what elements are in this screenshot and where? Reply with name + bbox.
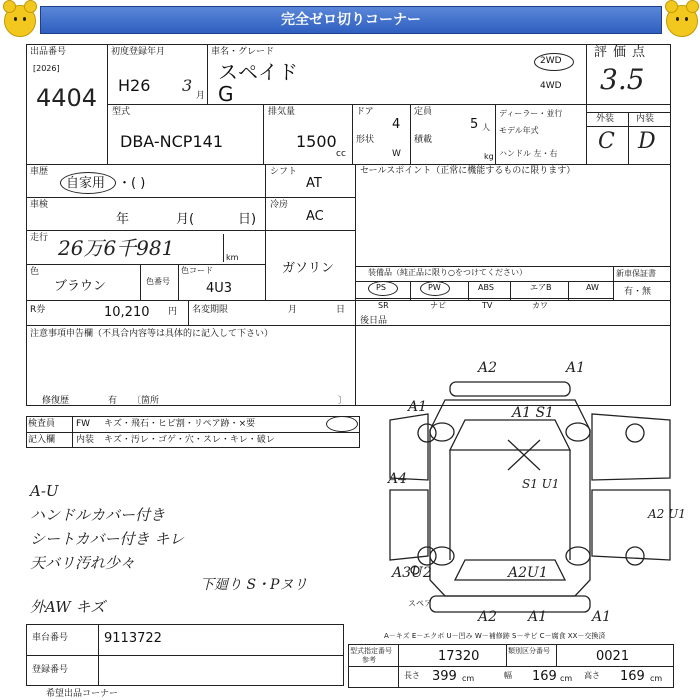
model-label: 型式 (112, 107, 131, 117)
inspector-label-1: 検査員 (28, 419, 56, 429)
width-label: 幅 (504, 671, 512, 680)
diag-caption-spare: スペア (408, 599, 432, 608)
registration-label: 初度登録年月 (111, 47, 166, 57)
inspector-fw-items: キズ・飛石・ヒビ割・リペア跡・×要 (104, 419, 256, 429)
engine-value: 1500 (296, 132, 337, 151)
price-label: R券 (30, 305, 46, 315)
registration-month-unit: 月 (196, 91, 206, 101)
hand-note-4: 天バリ汚れ少々 (30, 554, 136, 572)
diag-note-a2u1-right: A2 U1 (648, 507, 686, 521)
hand-note-5: 外AW キズ (30, 598, 106, 616)
history-rest: ・( ) (118, 176, 146, 191)
grade-ext: C (598, 129, 615, 154)
inspector-int: 内装 (76, 435, 95, 445)
price-unit: 円 (168, 307, 178, 317)
designation-value: 17320 (438, 649, 480, 664)
diag-note-s1u1: S1 U1 (522, 477, 560, 491)
shift-label: シフト (270, 167, 298, 177)
color-code-label: 色コード (181, 266, 213, 275)
diag-note-a1-left: A1 (408, 399, 428, 415)
sales-label: セールスポイント（正常に機能するものに限ります） (360, 166, 576, 176)
hand-note-3: シートカバー付き キレ (30, 530, 185, 548)
diag-note-a4: A4 (388, 471, 408, 487)
equip-navi: ナビ (430, 301, 446, 310)
registration-month: 3 (182, 76, 193, 95)
chassis-value: 9113722 (104, 631, 162, 646)
length-value: 399 (432, 669, 457, 684)
diag-note-a1s1: A1 S1 (512, 405, 554, 421)
diag-note-underbody: 下廻り S・Pヌリ (200, 577, 308, 593)
grade-label: 評価点 (594, 45, 652, 60)
dealer-handle: ハンドル 左・右 (499, 149, 558, 158)
equip-abs: ABS (478, 283, 494, 292)
equip-pw: PW (428, 283, 441, 292)
reg-label: 登録番号 (32, 665, 69, 675)
diag-note-a1-bottom-2: A1 (592, 609, 612, 625)
new-warranty-value: 有・無 (624, 287, 652, 297)
inspection-day: 日) (238, 212, 257, 227)
equip-airbag: エアB (530, 283, 552, 292)
drive-2wd: 2WD (540, 56, 562, 66)
registration-era: H26 (118, 76, 151, 95)
shift-value: AT (306, 176, 322, 191)
seats-unit: 人 (482, 123, 490, 132)
color-value: ブラウン (54, 279, 107, 294)
doors-label: ドア (356, 107, 374, 117)
repair-part: 〔箇所 (132, 396, 160, 406)
ac-label: 冷房 (270, 200, 289, 210)
repair-part-end: 〕 (338, 396, 348, 406)
hand-note-1: A-U (30, 482, 59, 500)
diag-note-a2-top: A2 (478, 360, 498, 376)
designation-label: 型式指定番号 (350, 647, 392, 655)
chassis-label: 車台番号 (32, 633, 69, 643)
engine-unit: cc (336, 149, 346, 159)
diag-note-a1-top: A1 (566, 360, 586, 376)
height-label: 高さ (584, 671, 600, 680)
car-name: スペイド (218, 60, 298, 84)
diag-note-a3u2: A3U2 (392, 565, 432, 581)
fw-mark-circle (326, 416, 358, 432)
seats-label: 定員 (414, 107, 433, 117)
inspector-fw: FW (76, 419, 91, 429)
inspection-label: 車検 (30, 200, 49, 210)
engine-label: 排気量 (268, 107, 296, 117)
car-grade: G (218, 82, 234, 106)
footer-text: 希望出品コーナー (46, 689, 119, 699)
category-label: 類別区分番号 (508, 647, 550, 655)
after-label: 後日品 (360, 316, 388, 326)
width-value: 169 (532, 669, 557, 684)
inspection-month: 月( (176, 212, 195, 227)
color-no-label: 色番号 (146, 277, 170, 286)
mileage-value: 26万6千981 (58, 236, 175, 260)
load-label: 積載 (414, 135, 433, 145)
grade-ext-label: 外装 (596, 114, 615, 124)
history-label: 車歴 (30, 167, 49, 177)
seats-value: 5 (470, 117, 479, 132)
width-unit: cm (560, 674, 573, 683)
lot-label: 出品番号 (30, 47, 67, 57)
equip-aw: AW (586, 283, 599, 292)
mascot-right-icon (666, 5, 698, 37)
diag-legend: A－キズ E－エクボ U－凹み W－補修跡 S－サビ C－腐食 XX－交換済 (384, 632, 606, 640)
mascot-left-icon (4, 5, 36, 37)
mileage-label: 走行 (30, 233, 49, 243)
equip-tv: TV (482, 301, 493, 310)
name-change-month: 月 (288, 305, 298, 315)
height-value: 169 (620, 669, 645, 684)
category-value: 0021 (596, 649, 630, 664)
color-code: 4U3 (206, 281, 233, 296)
banner-title: 完全ゼロ切りコーナー (40, 6, 662, 34)
history-value: 自家用 (66, 176, 106, 191)
diag-note-a2-bottom: A2 (478, 609, 498, 625)
mileage-unit: km (226, 253, 239, 262)
doors-shape-label: 形状 (356, 135, 375, 145)
grade-score: 3.5 (600, 63, 645, 96)
name-change-label: 名変期限 (192, 305, 229, 315)
length-label: 長さ (404, 671, 420, 680)
designation-ref: 参考 (362, 656, 376, 664)
inspection-year: 年 (116, 212, 130, 227)
lot-sub: [2026] (33, 64, 60, 73)
grade-int: D (638, 129, 656, 154)
height-unit: cm (650, 674, 663, 683)
dealer-model-year: モデル年式 (499, 126, 539, 135)
equip-sr: SR (378, 301, 389, 310)
dealer-label: ディーラー・並行 (499, 109, 563, 118)
car-name-label: 車名・グレード (211, 47, 275, 57)
model-code: DBA-NCP141 (120, 132, 223, 151)
doors-shape: W (392, 149, 401, 159)
repair-has: 有 (108, 396, 118, 406)
equip-leather: カワ (532, 301, 548, 310)
grade-int-label: 内装 (636, 114, 655, 124)
equipment-label: 装備品（純正品に限り○をつけてください） (368, 268, 527, 277)
color-label: 色 (30, 267, 40, 277)
inspector-int-items: キズ・汚レ・ゴゲ・穴・スレ・キレ・破レ (104, 435, 275, 445)
price-value: 10,210 (104, 305, 150, 320)
diag-note-a1-bottom-1: A1 (528, 609, 548, 625)
equip-ps: PS (376, 283, 386, 292)
new-warranty-label: 新車保証書 (616, 269, 656, 278)
repair-label: 修復歴 (42, 396, 70, 406)
ac-value: AC (306, 209, 324, 224)
hand-note-2: ハンドルカバー付き (30, 506, 166, 524)
drive-4wd: 4WD (540, 81, 562, 91)
fuel-value: ガソリン (282, 261, 335, 276)
notes-label: 注意事項申告欄（不具合内容等は具体的に記入して下さい） (30, 329, 274, 339)
name-change-day: 日 (336, 305, 346, 315)
diag-note-a2u1-bottom: A2U1 (508, 565, 548, 581)
doors-value: 4 (392, 117, 401, 132)
inspector-label-2: 記入欄 (28, 435, 56, 445)
length-unit: cm (462, 674, 475, 683)
lot-number: 4404 (36, 84, 98, 112)
load-unit: kg (484, 152, 494, 161)
